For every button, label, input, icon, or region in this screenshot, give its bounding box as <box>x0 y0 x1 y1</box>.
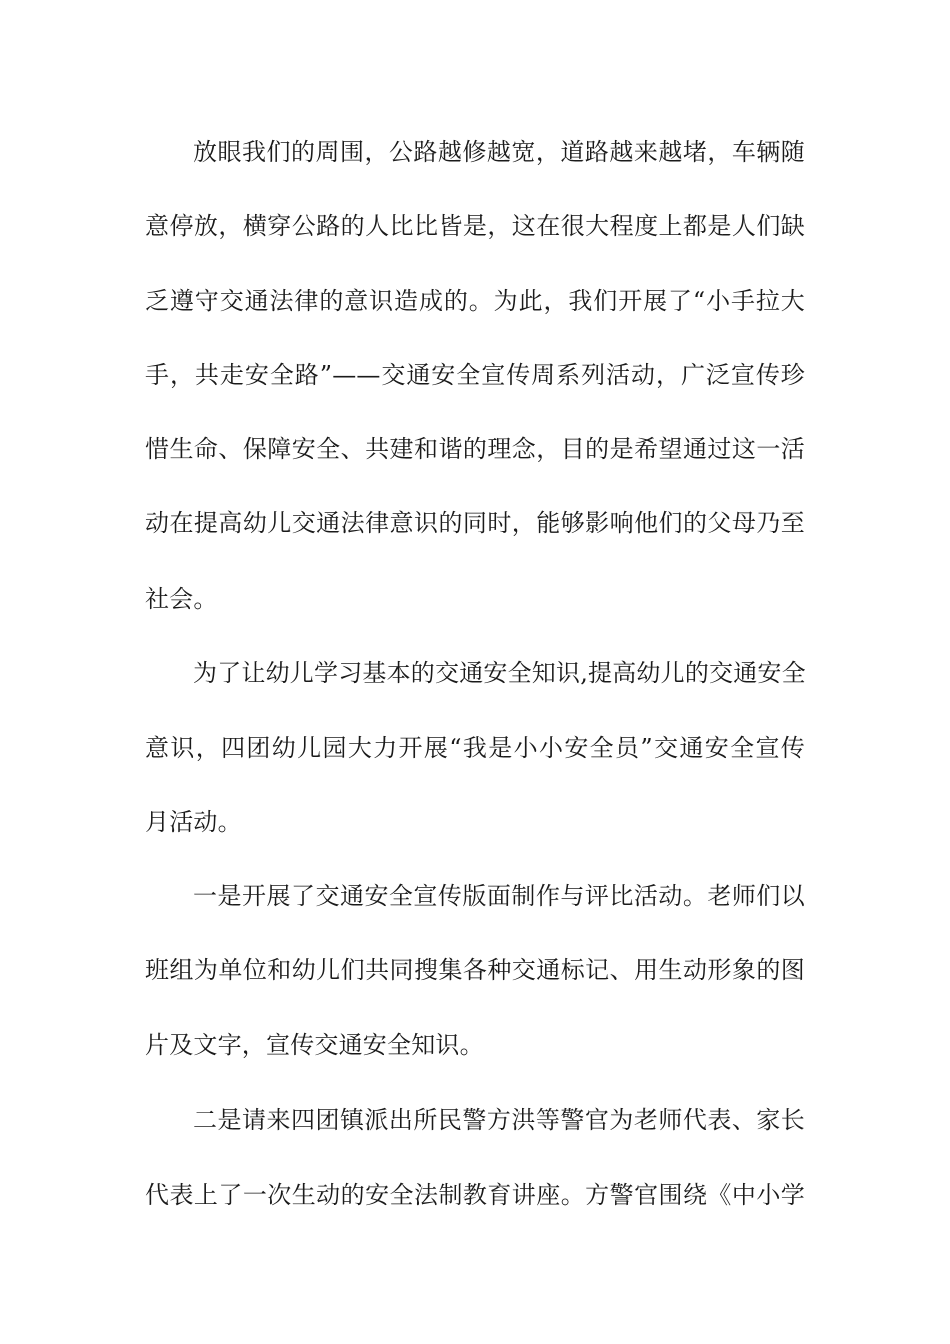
text-line: 乏遵守交通法律的意识造成的。为此，我们开展了“小手拉大 <box>145 287 805 315</box>
text-line: 月活动。 <box>145 808 242 836</box>
text-line: 放眼我们的周围，公路越修越宽，道路越来越堵，车辆随 <box>193 138 805 166</box>
text-line: 动在提高幼儿交通法律意识的同时，能够影响他们的父母乃至 <box>145 509 805 537</box>
text-line: 社会。 <box>145 585 218 613</box>
text-line: 意识，四团幼儿园大力开展“我是小小安全员”交通安全宣传 <box>145 734 805 762</box>
text-line: 二是请来四团镇派出所民警方洪等警官为老师代表、家长 <box>193 1106 805 1134</box>
text-line: 片及文字，宣传交通安全知识。 <box>145 1031 484 1059</box>
text-line: 手，共走安全路”——交通安全宣传周系列活动，广泛宣传珍 <box>145 361 805 389</box>
text-line: 一是开展了交通安全宣传版面制作与评比活动。老师们以 <box>193 882 805 910</box>
text-line: 意停放，横穿公路的人比比皆是，这在很大程度上都是人们缺 <box>145 212 805 240</box>
text-line: 为了让幼儿学习基本的交通安全知识,提高幼儿的交通安全 <box>193 659 806 687</box>
text-line: 代表上了一次生动的安全法制教育讲座。方警官围绕《中小学 <box>145 1181 805 1209</box>
text-line: 班组为单位和幼儿们共同搜集各种交通标记、用生动形象的图 <box>145 956 805 984</box>
text-line: 惜生命、保障安全、共建和谐的理念，目的是希望通过这一活 <box>145 435 805 463</box>
